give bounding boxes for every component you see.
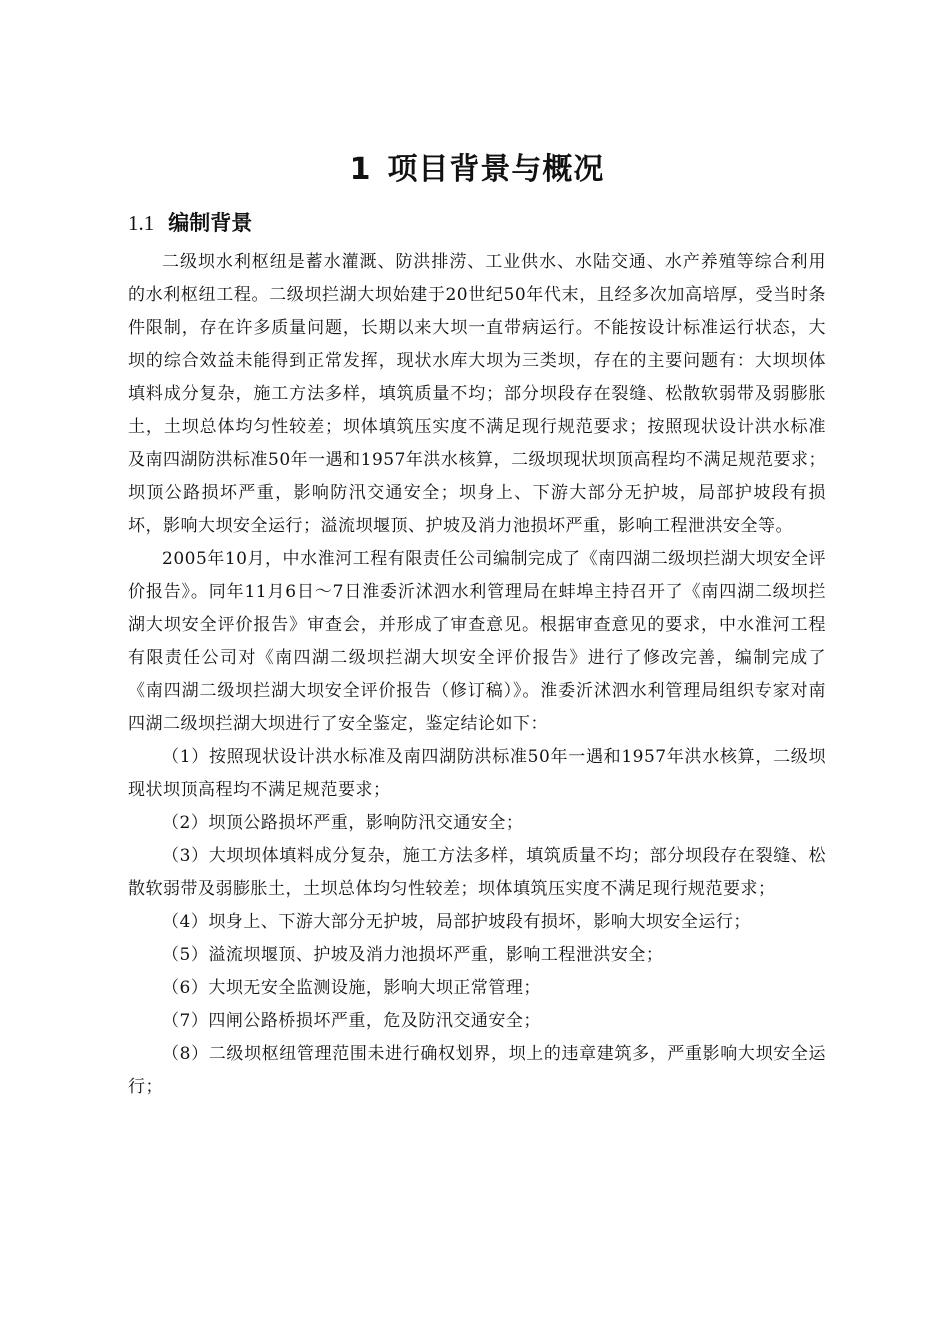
section-title-text: 编制背景: [168, 211, 253, 235]
conclusion-item-1: （1）按照现状设计洪水标准及南四湖防洪标准50年一遇和1957年洪水核算，二级坝现状坝顶高程均不满足规范要求；: [128, 747, 826, 800]
conclusion-item-3: （3）大坝坝体填料成分复杂，施工方法多样，填筑质量不均；部分坝段存在裂缝、松散软弱带及弱膨胀土，土坝总体均匀性较差；坝体填筑压实度不满足现行规范要求；: [128, 846, 826, 899]
conclusion-item-7: （7）四闸公路桥损坏严重，危及防汛交通安全；: [162, 1011, 541, 1031]
conclusion-item-8: （8）二级坝枢纽管理范围未进行确权划界，坝上的违章建筑多，严重影响大坝安全运行；: [128, 1044, 826, 1097]
chapter-number: 1: [349, 152, 372, 187]
conclusion-item-5: （5）溢流坝堰顶、护坡及消力池损坏严重，影响工程泄洪安全；: [162, 945, 664, 965]
page-content: [128, 140, 826, 1104]
conclusion-item-4: （4）坝身上、下游大部分无护坡，局部护坡段有损坏，影响大坝安全运行；: [162, 912, 751, 932]
paragraph-background: 二级坝水利枢纽是蓄水灌溉、防洪排涝、工业供水、水陆交通、水产养殖等综合利用的水利枢纽工程。二级坝拦湖大坝始建于20世纪50年代末，且经多次加高培厚，受当时条件限制，存在许多质量问题，长期以来大坝一直带病运行。不能按设计标准运行状态，大坝的综合效益未能得到正常发挥，现状水库大坝为三类坝，存在的主要问题有：大坝坝体填料成分复杂，施工方法多样，填筑质量不均；部分坝段存在裂缝、松散软弱带及弱膨胀土，土坝总体均匀性较差；坝体填筑压实度不满足现行规范要求；按照现状设计洪水标准及南四湖防洪标准50年一遇和1957年洪水核算，二级坝现状坝顶高程均不满足规范要求；坝顶公路损坏严重，影响防汛交通安全；坝身上、下游大部分无护坡，局部护坡段有损坏，影响大坝安全运行；溢流坝堰顶、护坡及消力池损坏严重，影响工程泄洪安全等。: [128, 252, 826, 536]
chapter-title: [128, 150, 826, 190]
chapter-title-text: 项目背景与概况: [387, 152, 605, 187]
conclusion-item-6: （6）大坝无安全监测设施，影响大坝正常管理；: [162, 978, 541, 998]
section-number: 1.1: [128, 211, 155, 235]
section-title: [128, 208, 826, 238]
conclusion-item-2: （2）坝顶公路损坏严重，影响防汛交通安全；: [162, 813, 524, 833]
paragraph-assessment: 2005年10月，中水淮河工程有限责任公司编制完成了《南四湖二级坝拦湖大坝安全评价报告》。同年11月6日～7日淮委沂沭泗水利管理局在蚌埠主持召开了《南四湖二级坝拦湖大坝安全评价报告》审查会，并形成了审查意见。根据审查意见的要求，中水淮河工程有限责任公司对《南四湖二级坝拦湖大坝安全评价报告》进行了修改完善，编制完成了《南四湖二级坝拦湖大坝安全评价报告（修订稿）》。淮委沂沭泗水利管理局组织专家对南四湖二级坝拦湖大坝进行了安全鉴定，鉴定结论如下：: [128, 549, 826, 734]
